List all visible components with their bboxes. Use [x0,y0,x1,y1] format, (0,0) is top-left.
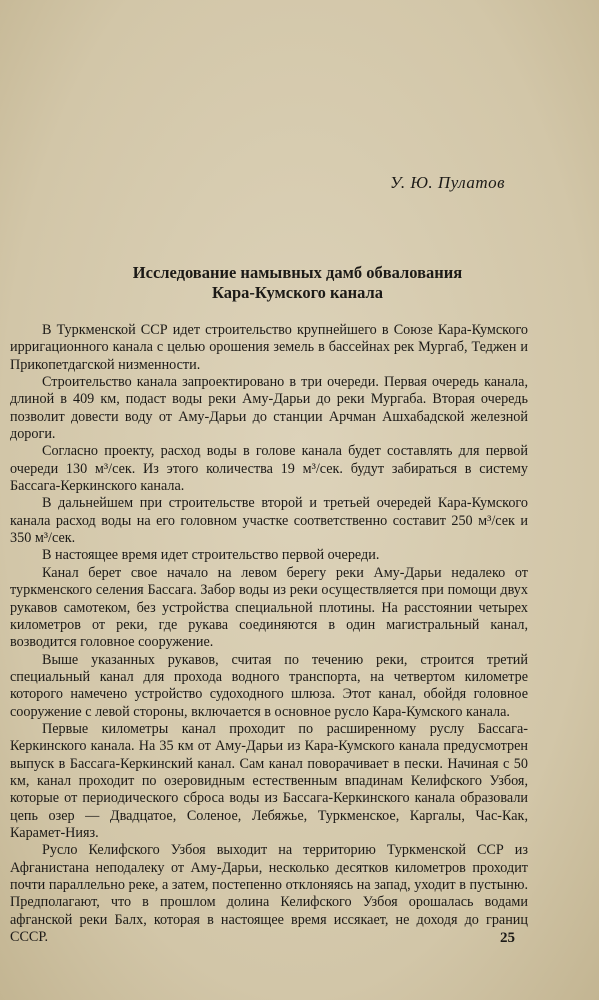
paragraph: Первые километры канал проходит по расширенному руслу Бассага-Керкинского канала. На 35 км от Аму-Дарьи из Кара-Кумского канала предусмотрен выпуск в Бассага-Керкинский канал. Сам канал поворачивает в пески. Начиная с 50 км, канал проходит по озеровидным естественным впадинам Келифского Узбоя, которые от периодического сброса воды из Бассага-Керкинского канала образовали цепь озер — Двадцатое, Соленое, Лебяжье, Туркменское, Каргалы, Час-Как, Карамет-Нияз. [10,720,528,841]
paragraph: Выше указанных рукавов, считая по течению реки, строится третий специальный канал для прохода водного транспорта, на четвертом километре которого намечено устройство судоходного шлюза. Этот канал, обойдя головное сооружение с левой стороны, включается в основное русло Кара-Кумского канала. [10,651,528,720]
article-title-line-2: Кара-Кумского канала [212,283,383,302]
paragraph: В настоящее время идет строительство первой очереди. [42,547,380,564]
author-name: У. Ю. Пулатов [390,173,506,192]
paragraph: В Туркменской ССР идет строительство крупнейшего в Союзе Кара-Кумского ирригационного канала с целью орошения земель в бассейнах рек Мургаб, Теджен и Прикопетдагской низменности. [10,322,528,373]
page-number: 25 [500,930,515,946]
paragraph: Строительство канала запроектировано в три очереди. Первая очередь канала, длиной в 409 км, подаст воды реки Аму-Дарьи до реки Мургаба. Вторая очередь позволит довести воду от Аму-Дарьи до станции Арчман Ашхабадской железной дороги. [10,374,528,443]
paragraph: Русло Келифского Узбоя выходит на территорию Туркменской ССР из Афганистана неподалеку от Аму-Дарьи, несколько десятков километров проходит почти параллельно реке, а затем, постепенно отклоняясь на запад, уходит в пустыню. Предполагают, что в прошлом долина Келифского Узбоя орошалась водами афганской реки Балх, которая в настоящее время иссякает, не доходя до границ СССР. [10,842,528,946]
paragraph: В дальнейшем при строительстве второй и третьей очередей Кара-Кумского канала расход воды на его головном участке соответственно составит 250 м³/сек и 350 м³/сек. [10,495,528,547]
article-title [40,263,555,303]
article-body [10,322,528,946]
article-title-line-1: Исследование намывных дамб обвалования [132,263,463,282]
paragraph: Канал берет свое начало на левом берегу реки Аму-Дарьи недалеко от туркменского селения Бассага. Забор воды из реки осуществляется при помощи двух рукавов самотеком, без устройства специальной плотины. На расстоянии четырех километров от реки, где рукава соединяются в один магистральный канал, возводится головное сооружение. [10,564,528,651]
paragraph: Согласно проекту, расход воды в голове канала будет составлять для первой очереди 130 м³/сек. Из этого количества 19 м³/сек. будут забираться в систему Бассага-Керкинского канала. [10,443,528,495]
